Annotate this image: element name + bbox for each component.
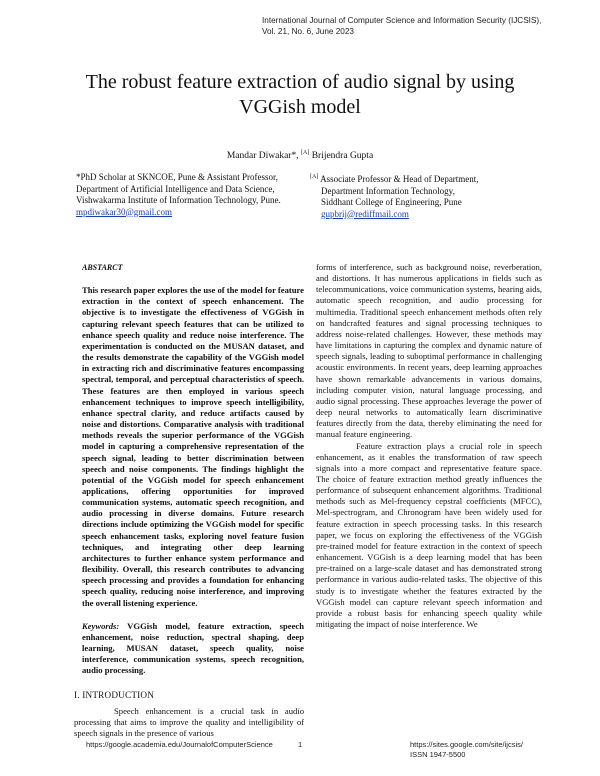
right-column xyxy=(316,262,542,630)
paper-title-line1: The robust feature extraction of audio signal by using xyxy=(85,71,515,93)
affiliation-left-line3: Vishwakarma Institute of Information Technology, Pune. xyxy=(76,195,281,205)
left-column xyxy=(74,262,304,739)
author-line xyxy=(60,150,540,161)
affiliation-right-title: Associate Professor & Head of Department, xyxy=(318,174,479,184)
right-paragraph-1: forms of interference, such as background noise, reverberation, and distortions. It has numerous applications in fields such as telecommunications, voice communication systems, hearing aids, automatic speech recognition, and audio processing for multimedia. Traditional speech enhancement methods often rely on handcrafted features and signal processing techniques to address noise-related challenges. However, these methods may have limitations in capturing the complex and dynamic nature of speech signals, leading to suboptimal performance in challenging acoustic environments. In recent years, deep learning approaches have shown remarkable advancements in various domains, including computer vision, natural language processing, and audio signal processing. These approaches leverage the power of deep neural networks to automatically learn discriminative features directly from the data, thereby eliminating the need for manual feature engineering. xyxy=(316,262,542,440)
author-first: Mandar Diwakar*, xyxy=(226,151,301,162)
author-second: Brijendra Gupta xyxy=(309,151,374,162)
right-paragraph-2: Feature extraction plays a crucial role in speech enhancement, as it enables the transformation of raw speech signals into a more compact and representative feature space. The choice of feature extraction method greatly influences the performance of subsequent enhancement algorithms. Traditional methods such as Mel-frequency cepstral coefficients (MFCC), Mel-spectrogram, and Chronogram have been widely used for feature extraction in speech processing tasks. In this research paper, we focus on exploring the effectiveness of the VGGish pre-trained model for feature extraction in the context of speech enhancement. VGGish is a deep learning model that has been pre-trained on a large-scale dataset and has demonstrated strong performance in various audio-related tasks. The objective of this study is to investigate whether the features extracted by the VGGish model can capture relevant speech information and provide a robust basis for enhancing speech quality while mitigating the impact of noise interference. We xyxy=(316,440,542,629)
paper-title xyxy=(60,70,540,120)
section-heading-introduction: I. INTRODUCTION xyxy=(74,690,155,701)
keywords-label: Keywords: xyxy=(82,620,120,631)
affiliation-left-line2: Department of Artificial Intelligence and Data Science, xyxy=(76,183,275,194)
abstract-heading: ABSTARCT xyxy=(82,263,123,272)
affiliation-right-marker: [A] xyxy=(310,174,319,180)
author-marker: [A] xyxy=(300,150,310,156)
paper-title-line2: VGGish model xyxy=(239,96,361,118)
keywords xyxy=(82,621,304,677)
affiliation-left xyxy=(76,172,306,218)
journal-issue: Vol. 21, No. 6, June 2023 xyxy=(262,26,354,36)
affiliation-left-email-link[interactable]: mpdiwakar30@gmail.com xyxy=(76,206,173,217)
page-number: 1 xyxy=(298,740,303,749)
affiliation-right-line2: Department Information Technology, xyxy=(321,185,455,196)
affiliation-right-email-link[interactable]: gupbrij@rediffmail.com xyxy=(321,208,409,219)
affiliation-left-line1: *PhD Scholar at SKNCOE, Pune & Assistant Professor, xyxy=(76,172,278,182)
footer-academia-link[interactable]: https://google.academia.edu/JournalofComputerScience xyxy=(86,740,273,749)
affiliation-right xyxy=(310,172,550,220)
introduction-paragraph: Speech enhancement is a crucial task in audio processing that aims to improve the quality and intelligibility of speech signals in the presence of various xyxy=(74,705,304,738)
journal-name: International Journal of Computer Science and Information Security (IJCSIS), xyxy=(262,16,542,25)
footer-issn: ISSN 1947-5500 xyxy=(410,750,466,759)
footer-site-link[interactable]: https://sites.google.com/site/ijcsis/ xyxy=(410,740,523,749)
abstract-body: This research paper explores the use of the model for feature extraction in the context of speech enhancement. The objective is to investigate the effectiveness of VGGish in capturing relevant speech features that can be utilized to enhance speech quality and reduce noise interference. The experimentation is conducted on the MUSAN dataset, and the results demonstrate the capability of the VGGish model in extracting rich and discriminative features encompassing spectral, temporal, and perceptual characteristics of speech. These features are then employed in various speech enhancement techniques to improve speech intelligibility, enhance spectral clarity, and reduce artifacts caused by noise and distortions. Comparative analysis with traditional methods reveals the superior performance of the VGGish model in capturing a comprehensive representation of the speech signal, leading to better discrimination between speech and noise components. The findings highlight the potential of the VGGish model for speech enhancement applications, offering opportunities for improved communication systems, automatic speech recognition, and audio processing in diverse domains. Future research directions include optimizing the VGGish model for specific speech enhancement tasks, exploring novel feature fusion techniques, and integrating other deep learning architectures to further enhance system performance and flexibility. Overall, this research contributes to advancing speech processing and provides a foundation for enhancing speech quality, reducing noise interference, and improving the overall listening experience. xyxy=(82,285,304,608)
footer-right xyxy=(410,740,523,760)
affiliation-right-line1 xyxy=(310,172,550,186)
affiliation-right-line3: Siddhant College of Engineering, Pune xyxy=(321,197,462,207)
journal-header xyxy=(262,16,562,37)
keywords-text: VGGish model, feature extraction, speech enhancement, noise reduction, spectral shaping, deep learning, MUSAN dataset, speech quality, noise interference, communication systems, speech recognition, audio processing. xyxy=(82,620,304,676)
